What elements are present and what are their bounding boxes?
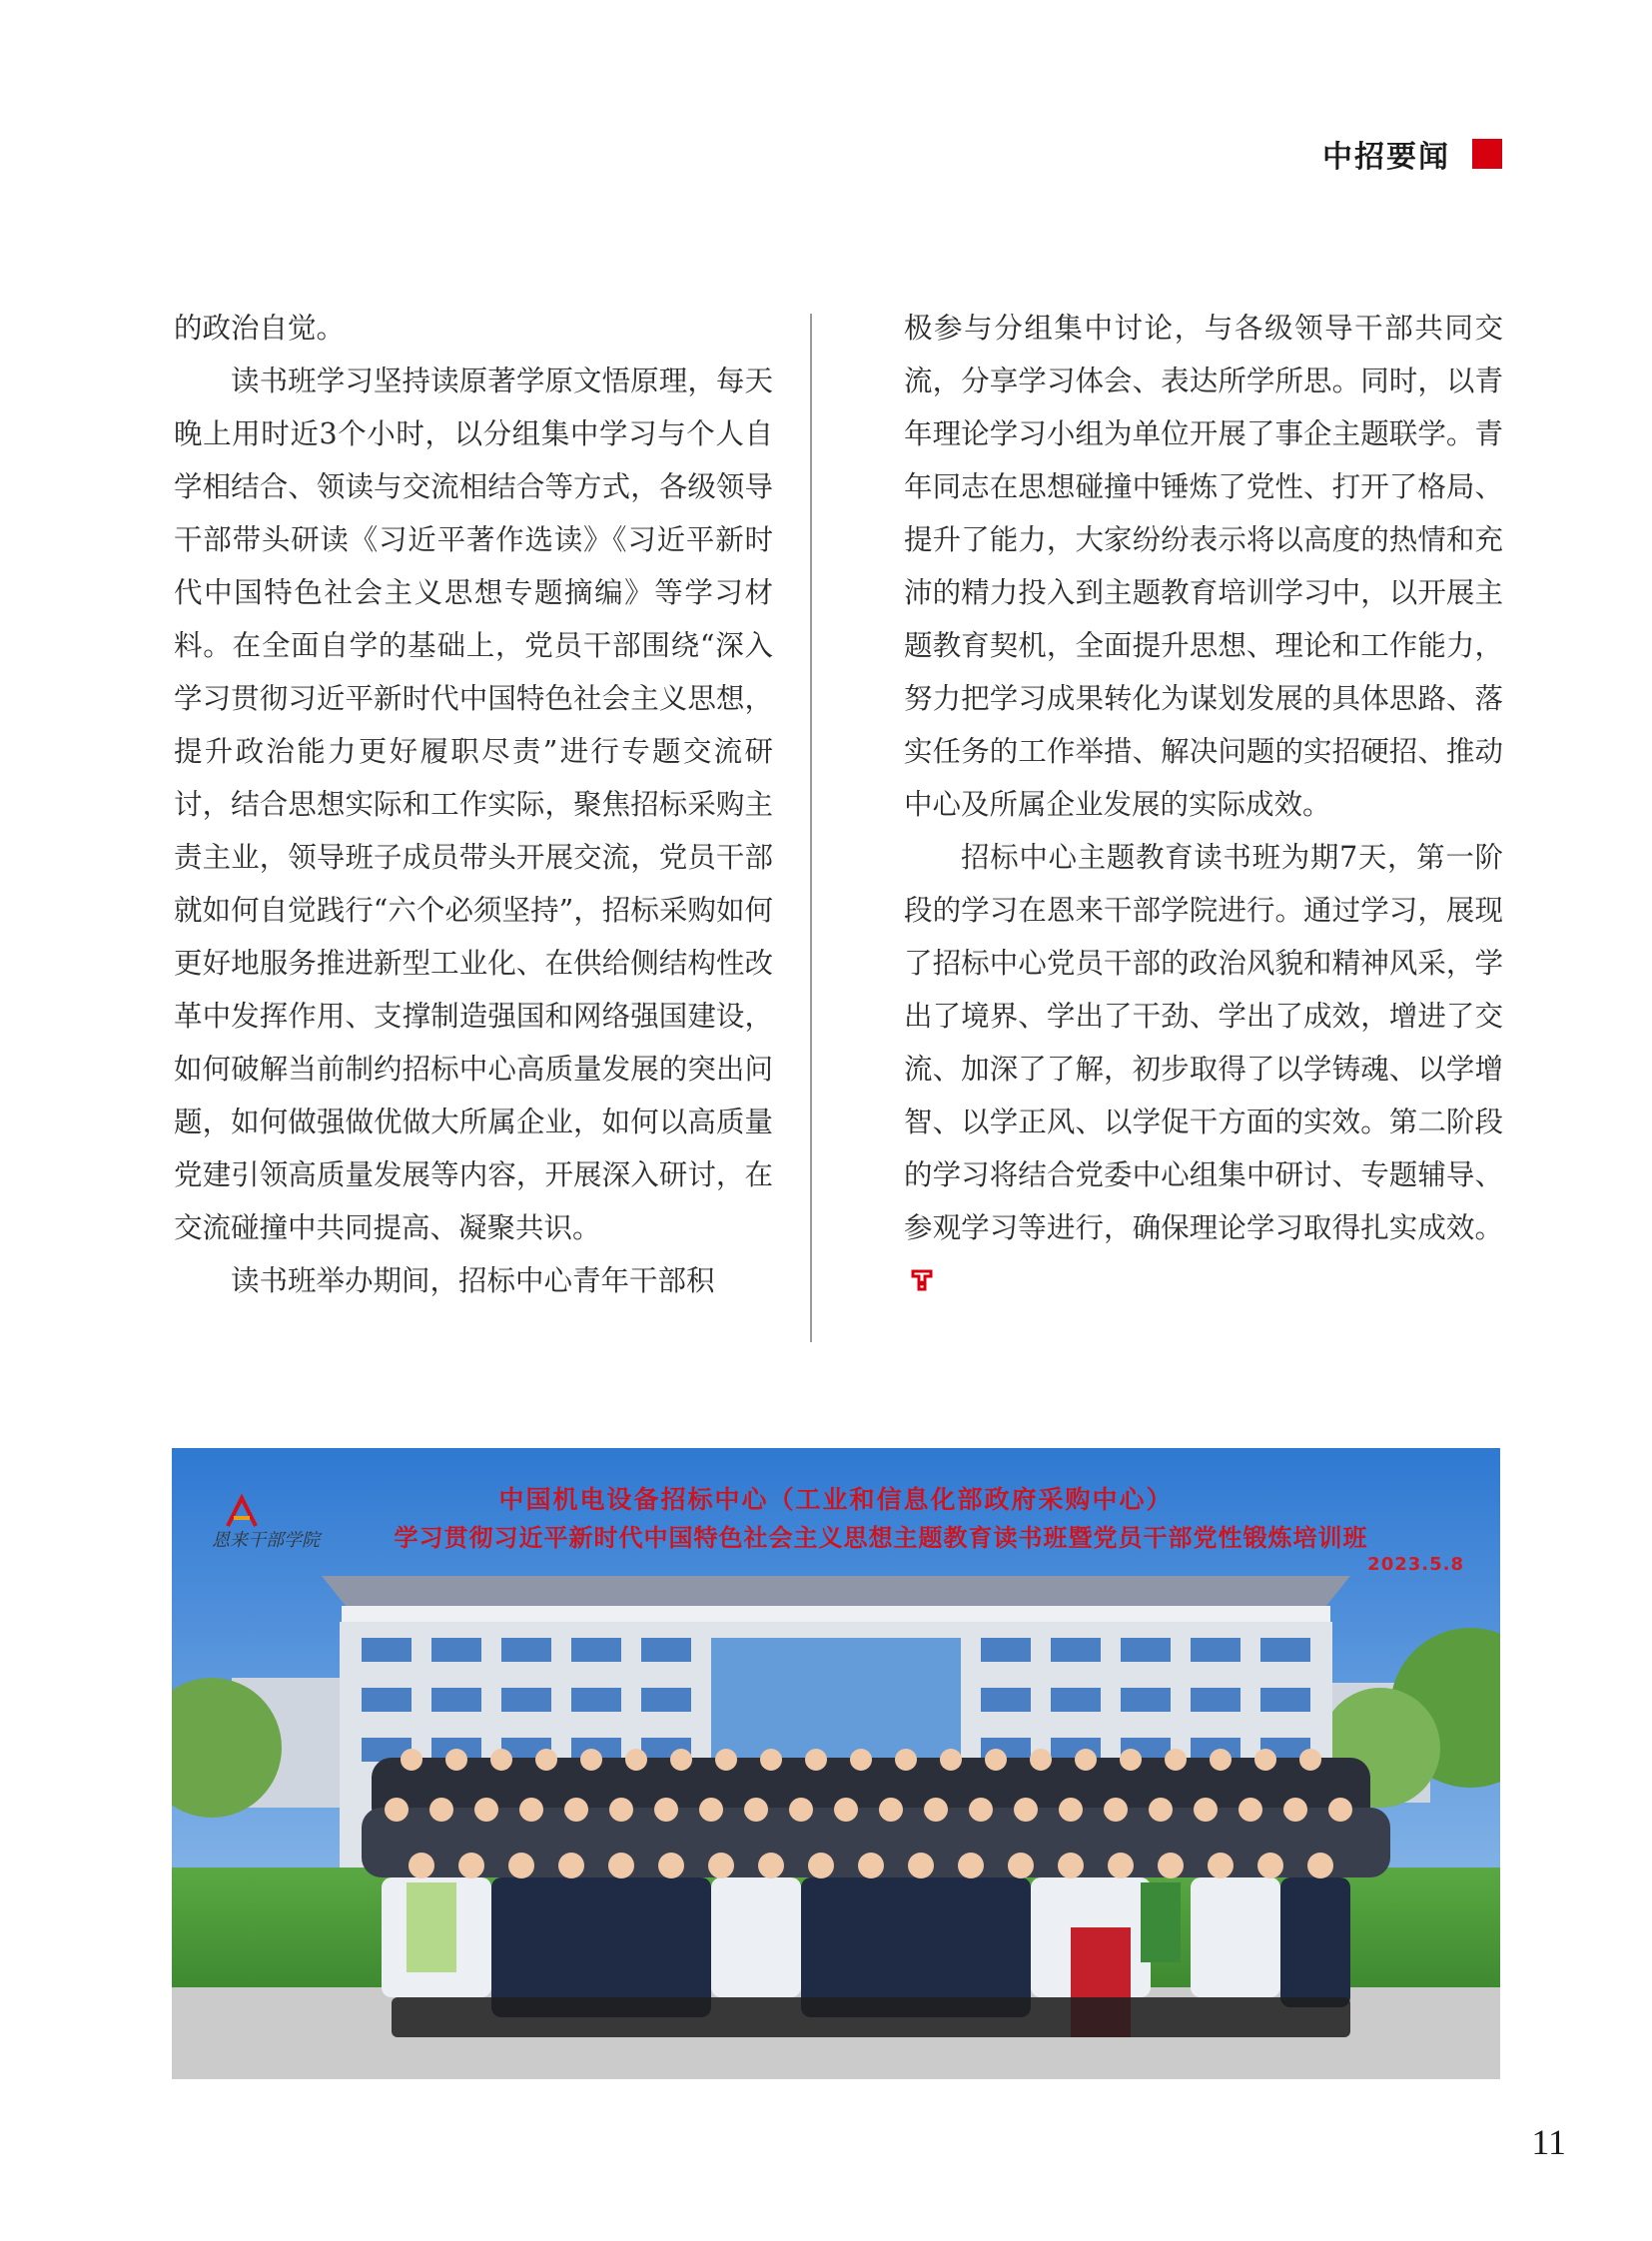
paragraph-text: 招标中心主题教育读书班为期7天，第一阶段的学习在恩来干部学院进行。通过学习，展现了招标中心党员干部的政治风貌和精神风采，学出了境界、学出了干劲、学出了成效，增进了交流、加深了了解，初步取得了以学铸魂、以学增智、以学正风、以学促干方面的实效。第二阶段的学习将结合党委中心组集中研讨、专题辅导、参观学习等进行，确保理论学习取得扎实成效。 <box>904 841 1503 1244</box>
paragraph: 的政治自觉。 <box>174 312 346 345</box>
end-mark-icon <box>910 1267 934 1293</box>
group-photo <box>172 1448 1500 2079</box>
left-column <box>174 302 773 1307</box>
crowd <box>362 1749 1390 2037</box>
photo-date: 2023.5.8 <box>1367 1554 1464 1575</box>
red-square-icon <box>1472 139 1502 169</box>
column-divider <box>810 314 812 1342</box>
section-label: 中招要闻 <box>1322 140 1450 175</box>
photo-banner-line2: 学习贯彻习近平新时代中国特色社会主义思想主题教育读书班暨党员干部党性锻炼培训班 <box>394 1524 1368 1552</box>
page-number: 11 <box>1531 2122 1566 2162</box>
paragraph: 读书班学习坚持读原著学原文悟原理，每天晚上用时近3个小时，以分组集中学习与个人自学相结合、领读与交流相结合等方式，各级领导干部带头研读《习近平著作选读》《习近平新时代中国特色社会主义思想专题摘编》等学习材料。在全面自学的基础上，党员干部围绕“深入学习贯彻习近平新时代中国特色社会主义思想，提升政治能力更好履职尽责”进行专题交流研讨，结合思想实际和工作实际，聚焦招标采购主责主业，领导班子成员带头开展交流，党员干部就如何自觉践行“六个必须坚持”，招标采购如何更好地服务推进新型工业化、在供给侧结构性改革中发挥作用、支撑制造强国和网络强国建设，如何破解当前制约招标中心高质量发展的突出问题，如何做强做优做大所属企业，如何以高质量党建引领高质量发展等内容，开展深入研讨，在交流碰撞中共同提高、凝聚共识。 <box>174 365 773 1244</box>
photo-banner-line1: 中国机电设备招标中心（工业和信息化部政府采购中心） <box>498 1485 1174 1514</box>
school-name: 恩来干部学院 <box>212 1530 320 1551</box>
paragraph-last <box>904 831 1503 1307</box>
right-column <box>904 302 1503 1307</box>
paragraph: 极参与分组集中讨论，与各级领导干部共同交流，分享学习体会、表达所学所思。同时，以青年理论学习小组为单位开展了事企主题联学。青年同志在思想碰撞中锤炼了党性、打开了格局、提升了能力，大家纷纷表示将以高度的热情和充沛的精力投入到主题教育培训学习中，以开展主题教育契机，全面提升思想、理论和工作能力，努力把学习成果转化为谋划发展的具体思路、落实任务的工作举措、解决问题的实招硬招、推动中心及所属企业发展的实际成效。 <box>904 312 1503 821</box>
page-header <box>1322 132 1502 176</box>
paragraph: 读书班举办期间，招标中心青年干部积 <box>231 1264 715 1297</box>
